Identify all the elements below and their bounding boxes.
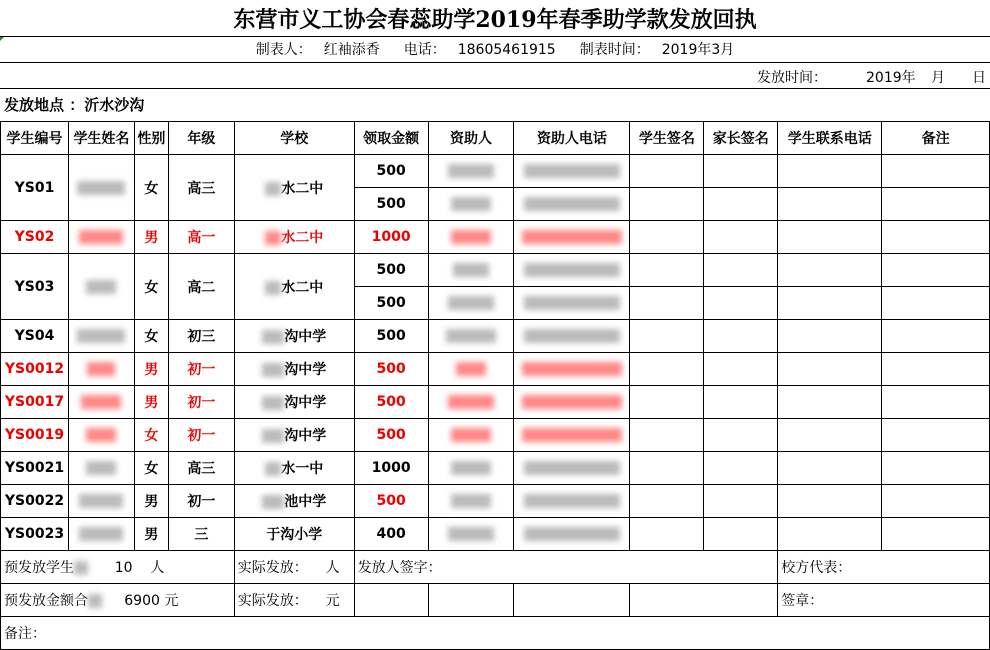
school: 沟中学	[234, 320, 354, 353]
amount: 500	[354, 386, 428, 419]
issue-day: 日	[972, 70, 986, 86]
empty-cell	[514, 584, 630, 617]
table-row	[1, 155, 990, 188]
amount: 500	[354, 188, 428, 221]
remark[interactable]	[882, 485, 990, 518]
gender: 男	[134, 353, 168, 386]
col-header: 学生联系电话	[778, 122, 882, 155]
student-name-redacted	[68, 320, 134, 353]
col-header: 家长签名	[704, 122, 778, 155]
parent-signature[interactable]	[704, 320, 778, 353]
sponsor-redacted	[428, 155, 514, 188]
col-header: 领取金额	[354, 122, 428, 155]
student-phone[interactable]	[778, 254, 882, 287]
student-phone[interactable]	[778, 485, 882, 518]
actual-students[interactable]: 实际发放： 人	[234, 551, 354, 584]
gender: 男	[134, 485, 168, 518]
student-phone[interactable]	[778, 353, 882, 386]
grade: 高三	[168, 155, 234, 221]
student-id: YS04	[1, 320, 69, 353]
sponsor-phone-redacted	[514, 386, 630, 419]
sponsor-phone-redacted	[514, 188, 630, 221]
sponsor-redacted	[428, 386, 514, 419]
gender: 男	[134, 221, 168, 254]
seal-label[interactable]: 签章：	[778, 584, 990, 617]
parent-signature[interactable]	[704, 386, 778, 419]
school: 沟中学	[234, 353, 354, 386]
sponsor-phone-redacted	[514, 353, 630, 386]
col-header: 备注	[882, 122, 990, 155]
student-signature[interactable]	[630, 155, 704, 188]
grade: 初三	[168, 320, 234, 353]
table-header-row	[1, 122, 990, 155]
table-row	[1, 221, 990, 254]
parent-signature[interactable]	[704, 221, 778, 254]
gender: 女	[134, 452, 168, 485]
divider	[0, 88, 990, 89]
phone-value: 18605461915	[457, 42, 556, 58]
amount: 500	[354, 254, 428, 287]
table-row	[1, 452, 990, 485]
table-row	[1, 353, 990, 386]
parent-signature[interactable]	[704, 518, 778, 551]
sponsor-redacted	[428, 452, 514, 485]
student-phone[interactable]	[778, 320, 882, 353]
gender: 女	[134, 254, 168, 320]
parent-signature[interactable]	[704, 254, 778, 287]
col-header: 学生编号	[1, 122, 69, 155]
remark[interactable]	[882, 320, 990, 353]
col-header: 学生姓名	[68, 122, 134, 155]
student-signature[interactable]	[630, 287, 704, 320]
sponsor-phone-redacted	[514, 254, 630, 287]
school: 池中学	[234, 485, 354, 518]
student-signature[interactable]	[630, 452, 704, 485]
grade: 初一	[168, 353, 234, 386]
time-label: 制表时间：	[579, 42, 650, 58]
amount: 500	[354, 419, 428, 452]
parent-signature[interactable]	[704, 452, 778, 485]
student-signature[interactable]	[630, 353, 704, 386]
table-row	[1, 320, 990, 353]
sponsor-redacted	[428, 419, 514, 452]
school: 水二中	[234, 254, 354, 320]
table-row	[1, 485, 990, 518]
student-id: YS02	[1, 221, 69, 254]
remark[interactable]	[882, 518, 990, 551]
sponsor-phone-redacted	[514, 452, 630, 485]
student-name-redacted	[68, 518, 134, 551]
col-header: 学校	[234, 122, 354, 155]
sponsor-phone-redacted	[514, 419, 630, 452]
sponsor-redacted	[428, 188, 514, 221]
student-phone[interactable]	[778, 155, 882, 188]
planned-amount: 预发放金额合 6900 元	[1, 584, 235, 617]
sponsor-redacted	[428, 518, 514, 551]
time-value: 2019年3月	[661, 42, 735, 58]
planned-students: 预发放学生 10 人	[1, 551, 235, 584]
school: 于沟小学	[234, 518, 354, 551]
student-id: YS03	[1, 254, 69, 320]
student-signature[interactable]	[630, 254, 704, 287]
parent-signature[interactable]	[704, 485, 778, 518]
student-id: YS0019	[1, 419, 69, 452]
sponsor-redacted	[428, 287, 514, 320]
student-phone[interactable]	[778, 518, 882, 551]
school-rep-label[interactable]: 校方代表：	[778, 551, 990, 584]
amount: 500	[354, 320, 428, 353]
sponsor-redacted	[428, 485, 514, 518]
parent-signature[interactable]	[704, 419, 778, 452]
actual-amount[interactable]: 实际发放： 元	[234, 584, 354, 617]
table-row	[1, 518, 990, 551]
footer-row-remark	[1, 617, 990, 650]
table-row	[1, 386, 990, 419]
empty-cell	[630, 584, 778, 617]
student-phone[interactable]	[778, 188, 882, 221]
remark[interactable]	[882, 353, 990, 386]
issue-month: 月	[931, 70, 945, 86]
amount: 500	[354, 155, 428, 188]
col-header: 学生签名	[630, 122, 704, 155]
gender: 男	[134, 518, 168, 551]
student-id: YS01	[1, 155, 69, 221]
student-name-redacted	[68, 155, 134, 221]
empty-cell	[354, 584, 428, 617]
remark[interactable]	[882, 419, 990, 452]
student-id: YS0021	[1, 452, 69, 485]
student-name-redacted	[68, 452, 134, 485]
remark[interactable]	[882, 155, 990, 188]
issue-date-label: 发放时间：	[757, 70, 827, 86]
student-id: YS0012	[1, 353, 69, 386]
signer-label[interactable]: 发放人签字：	[354, 551, 778, 584]
gender: 女	[134, 155, 168, 221]
grade: 初一	[168, 386, 234, 419]
student-phone[interactable]	[778, 287, 882, 320]
school: 沟中学	[234, 419, 354, 452]
remark[interactable]	[882, 221, 990, 254]
parent-signature[interactable]	[704, 353, 778, 386]
parent-signature[interactable]	[704, 155, 778, 188]
remark-label[interactable]: 备注：	[1, 617, 990, 650]
sponsor-redacted	[428, 320, 514, 353]
student-name-redacted	[68, 485, 134, 518]
student-signature[interactable]	[630, 485, 704, 518]
grade: 初一	[168, 485, 234, 518]
maker-label: 制表人：	[255, 42, 312, 58]
sponsor-phone-redacted	[514, 320, 630, 353]
gender: 男	[134, 386, 168, 419]
student-signature[interactable]	[630, 221, 704, 254]
issue-date-row	[0, 62, 990, 88]
sponsor-phone-redacted	[514, 485, 630, 518]
student-phone[interactable]	[778, 452, 882, 485]
student-phone[interactable]	[778, 419, 882, 452]
remark[interactable]	[882, 386, 990, 419]
sponsor-phone-redacted	[514, 287, 630, 320]
footer-row-amount	[1, 584, 990, 617]
amount: 400	[354, 518, 428, 551]
page-title: 东营市义工协会春蕊助学2019年春季助学款发放回执	[233, 6, 757, 33]
col-header: 资助人电话	[514, 122, 630, 155]
col-header: 资助人	[428, 122, 514, 155]
amount: 500	[354, 353, 428, 386]
student-id: YS0023	[1, 518, 69, 551]
student-name-redacted	[68, 353, 134, 386]
table-row	[1, 419, 990, 452]
grade: 初一	[168, 419, 234, 452]
grade: 高三	[168, 452, 234, 485]
sponsor-redacted	[428, 221, 514, 254]
remark[interactable]	[882, 188, 990, 221]
grade: 高二	[168, 254, 234, 320]
col-header: 年级	[168, 122, 234, 155]
remark[interactable]	[882, 254, 990, 287]
grade: 三	[168, 518, 234, 551]
table-row	[1, 254, 990, 287]
student-signature[interactable]	[630, 419, 704, 452]
parent-signature[interactable]	[704, 287, 778, 320]
student-phone[interactable]	[778, 221, 882, 254]
student-id: YS0022	[1, 485, 69, 518]
phone-label: 电话：	[403, 42, 446, 58]
empty-cell	[428, 584, 514, 617]
issue-year: 2019年	[866, 70, 916, 86]
school: 水一中	[234, 452, 354, 485]
student-signature[interactable]	[630, 188, 704, 221]
sponsor-redacted	[428, 353, 514, 386]
gender: 女	[134, 320, 168, 353]
amount: 500	[354, 287, 428, 320]
sponsor-phone-redacted	[514, 155, 630, 188]
school: 水二中	[234, 155, 354, 221]
amount: 500	[354, 485, 428, 518]
student-signature[interactable]	[630, 386, 704, 419]
remark[interactable]	[882, 287, 990, 320]
footer-row-students	[1, 551, 990, 584]
grade: 高一	[168, 221, 234, 254]
maker-value: 红袖添香	[323, 42, 380, 58]
sponsor-phone-redacted	[514, 221, 630, 254]
school: 沟中学	[234, 386, 354, 419]
subtitle-row	[0, 36, 990, 62]
student-signature[interactable]	[630, 518, 704, 551]
student-name-redacted	[68, 419, 134, 452]
student-signature[interactable]	[630, 320, 704, 353]
student-name-redacted	[68, 221, 134, 254]
col-header: 性别	[134, 122, 168, 155]
school: 水二中	[234, 221, 354, 254]
parent-signature[interactable]	[704, 188, 778, 221]
disbursement-table	[0, 121, 990, 650]
gender: 女	[134, 419, 168, 452]
student-name-redacted	[68, 386, 134, 419]
amount: 1000	[354, 221, 428, 254]
student-name-redacted	[68, 254, 134, 320]
student-phone[interactable]	[778, 386, 882, 419]
sponsor-redacted	[428, 254, 514, 287]
student-id: YS0017	[1, 386, 69, 419]
remark[interactable]	[882, 452, 990, 485]
amount: 1000	[354, 452, 428, 485]
location-label: 发放地点 ：沂水沙沟	[4, 96, 145, 114]
sponsor-phone-redacted	[514, 518, 630, 551]
